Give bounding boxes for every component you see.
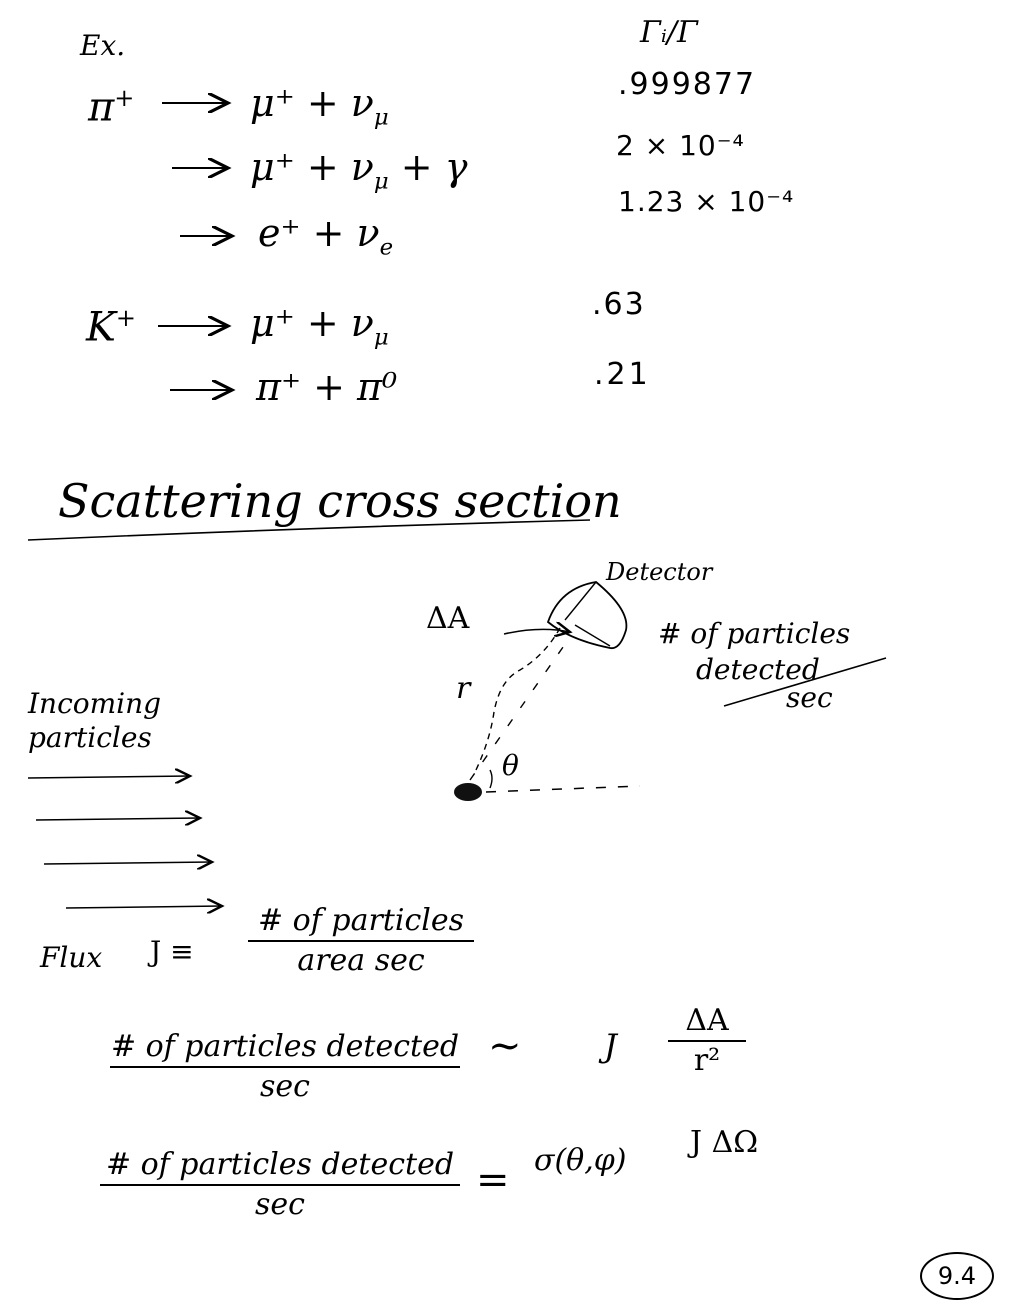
branching-ratio: 2 × 10⁻⁴ — [616, 129, 745, 162]
eq2-cross-section: σ(θ,φ) — [534, 1143, 627, 1178]
branching-ratio: .63 — [592, 287, 646, 322]
example-label: Ex. — [80, 29, 126, 62]
detected-rate-numerator: # of particles — [658, 617, 851, 650]
decay-products: $\mu^+ + \nu_\mu + \gamma$ — [250, 145, 468, 195]
eq2-fraction: # of particles detected sec — [100, 1150, 460, 1220]
eq1-rhs-fraction: ΔA r² — [668, 1006, 746, 1076]
incoming-label: Incoming — [28, 687, 162, 720]
branching-ratio-header: Γᵢ/Γ — [640, 15, 698, 50]
theta-label: θ — [502, 749, 519, 782]
flux-label: Flux — [40, 941, 103, 974]
decay-parent: K+ — [86, 304, 136, 351]
decay-products: $\mu^+ + \nu_\mu$ — [250, 301, 389, 351]
detector-label: Detector — [606, 558, 713, 586]
incoming-label-2: particles — [28, 721, 152, 754]
branching-ratio: 1.23 × 10⁻⁴ — [618, 185, 795, 218]
target-particle — [454, 783, 482, 801]
eq2-rhs: J ΔΩ — [690, 1125, 759, 1160]
eq1-flux: J — [604, 1027, 617, 1065]
branching-ratio: .999877 — [618, 67, 757, 102]
decay-parent: π+ — [88, 84, 135, 131]
eq1-relation: ~ — [488, 1023, 522, 1069]
detected-rate-denominator: sec — [786, 681, 833, 714]
r-label: r — [456, 671, 471, 706]
section-title: Scattering cross section — [58, 474, 622, 528]
eq2-relation: = — [476, 1157, 510, 1203]
decay-products: π⁺ + π⁰ — [256, 365, 398, 409]
flux-symbol: J ≡ — [150, 935, 194, 968]
branching-ratio: .21 — [594, 357, 651, 392]
delta-a-label: ΔA — [426, 601, 470, 636]
page-number: 9.4 — [920, 1252, 994, 1300]
flux-fraction: # of particles area sec — [248, 906, 474, 976]
eq1-fraction: # of particles detected sec — [110, 1029, 460, 1104]
decay-products: $e^+ + \nu_e$ — [258, 211, 394, 261]
decay-products: $\mu^+ + \nu_\mu$ — [250, 81, 389, 131]
detected-rate-numerator-2: detected — [696, 653, 820, 686]
